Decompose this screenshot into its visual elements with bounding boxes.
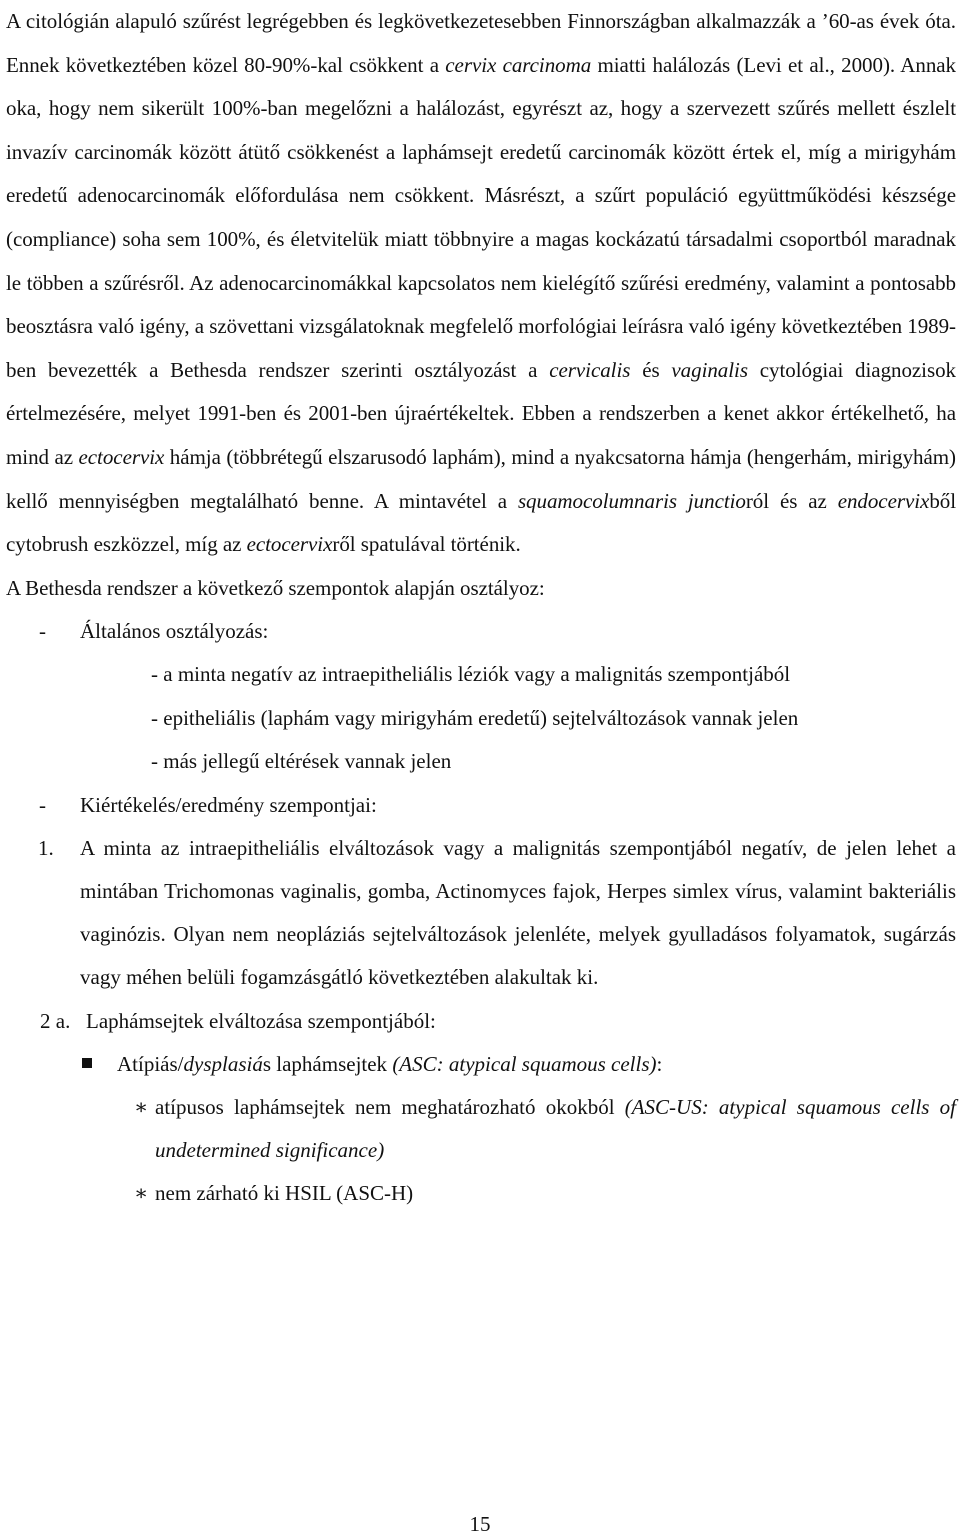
item-1-text: A minta az intraepitheliális elváltozások vagy a malignitás szempontjából negatív, de jelen lehet a mintában Trichomonas vaginalis, gomba, Actinomyces fajok, Herpes simlex vírus, valamint bakteriális vaginózis. Olyan nem neopláziás sejtelváltozások jelenléte, melyek gyulladásos folyamatok, sugárzás vagy méhen belüli fogamzásgátló következtében alakultak ki. — [80, 835, 956, 990]
intro-text-4: cytológiai diagnozisok értelmezésére, melyet 1991-ben és 2001-ben újraértékeltek. Ebben a rendszerben a kenet akkor értékelhető, ha mind az — [6, 357, 956, 469]
asc-h-text: nem zárható ki HSIL (ASC-H) — [155, 1181, 414, 1206]
document-page — [6, 0, 956, 1215]
evaluation-label: Kiértékelés/eredmény szempontjai: — [80, 792, 377, 817]
general-classification-heading — [6, 610, 956, 653]
asc-us-text — [155, 1086, 956, 1172]
intro-text-8: ről spatulával történik. — [332, 532, 521, 557]
item-number: 1. — [38, 835, 54, 860]
intro-italic-ectocervix: ectocervix — [78, 444, 165, 469]
asc-us-italic: (ASC-US: atypical squamous cells of undetermined significance) — [155, 1094, 956, 1162]
intro-paragraph — [6, 0, 956, 567]
section-2a-label: Laphámsejtek elváltozása szempontjából: — [86, 1008, 436, 1033]
intro-italic-endocervix: endocervix — [837, 488, 930, 513]
dash-marker: - — [39, 792, 46, 817]
intro-text-1: A citológián alapuló szűrést legrégebben és legkövetkezetesebben Finnországban alkalmazzák a ’60-as évek óta. Ennek következtében közel 80-90%-kal csökkent a — [6, 9, 956, 77]
intro-text-7: ből cytobrush eszközzel, míg az — [6, 488, 956, 557]
intro-italic-cervicalis: cervicalis — [549, 357, 631, 382]
asterisk-bullet-icon: ∗ — [134, 1094, 149, 1119]
bethesda-intro: A Bethesda rendszer a következő szempontok alapján osztályoz: — [6, 575, 545, 600]
asterisk-bullet-icon: ∗ — [134, 1181, 149, 1206]
asc-italic-dysplasia: dysplasiá — [183, 1051, 263, 1076]
intro-text-5: hámja (többrétegű elszarusodó laphám), mind a nyakcsatorna hámja (hengerhám, mirigyhám) kellő mennyiségben megtalálható benne. A mintavétel a — [6, 444, 956, 513]
dash-marker: - — [39, 619, 46, 644]
asc-text — [117, 1043, 662, 1086]
numbered-item-1 — [6, 827, 956, 1000]
asc-text-3: : — [656, 1051, 663, 1076]
page-number: 15 — [469, 1512, 491, 1536]
asc-italic-definition: (ASC: atypical squamous cells) — [392, 1051, 657, 1076]
general-item-negative: - a minta negatív az intraepitheliális léziók vagy a malignitás szempontjából — [151, 662, 791, 687]
item-number: 2 a. — [40, 1008, 71, 1033]
evaluation-heading — [6, 784, 956, 827]
asc-bullet-item — [6, 1043, 956, 1086]
intro-italic-vaginalis: vaginalis — [671, 357, 748, 382]
intro-italic-ectocervix-2: ectocervix — [246, 532, 333, 557]
section-2a-heading — [6, 1000, 956, 1043]
intro-text-6: ról és az — [745, 488, 838, 513]
general-item-other: - más jellegű eltérések vannak jelen — [151, 749, 452, 774]
general-classification-label: Általános osztályozás: — [80, 619, 269, 644]
asc-text-2: s laphámsejtek — [262, 1051, 393, 1076]
intro-italic-junctio: squamocolumnaris junctio — [517, 488, 746, 513]
square-bullet-icon — [82, 1058, 92, 1068]
general-item-epithelial: - epitheliális (laphám vagy mirigyhám eredetű) sejtelváltozások vannak jelen — [151, 705, 799, 730]
intro-text-2: miatti halálozás (Levi et al., 2000). Annak oka, hogy nem sikerült 100%-ban megelőzni a halálozást, egyrészt az, hogy a szervezett szűrés mellett észlelt invazív carcinomák között átütő csökkenést a laphámsejt eredetű carcinomák között értek el, míg a mirigyhám eredetű adenocarcinomák előfordulása nem csökkent. Másrészt, a szűrt populáció együttműködési készsége (compliance) soha sem 100%, és életvitelük miatt többnyire a magas kockázatú társadalmi csoportból maradnak le többen a szűrésről. Az adenocarcinomákkal kapcsolatos nem kielégítő szűrési eredmény, valamint a pontosabb beosztásra való igény, a szövettani vizsgálatoknak megfelelő morfológiai leírásra való igény következtében 1989-ben bevezették a Bethesda rendszer szerinti osztályozást a — [6, 52, 956, 382]
asc-text-1: Atípiás/ — [117, 1051, 184, 1076]
intro-text-3: és — [630, 357, 672, 382]
asc-us-text-1: atípusos laphámsejtek nem meghatározható okokból — [155, 1094, 625, 1119]
intro-italic-cervix-carcinoma: cervix carcinoma — [445, 52, 592, 77]
asc-us-item — [6, 1086, 956, 1172]
asc-h-item — [6, 1172, 956, 1215]
